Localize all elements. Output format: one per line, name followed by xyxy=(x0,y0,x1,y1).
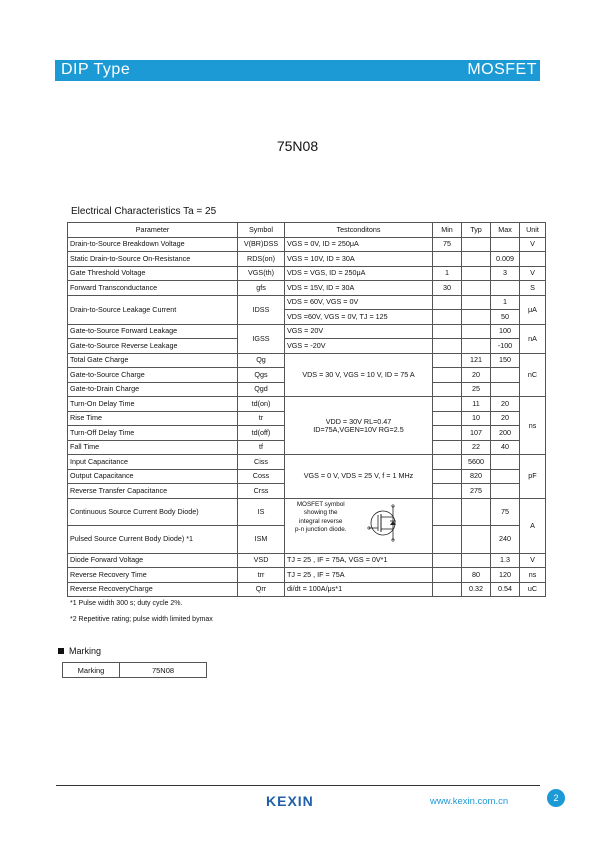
param-cell: Turn-On Delay Time xyxy=(68,397,238,412)
condition-cell: di/dt = 100A/μs*1 xyxy=(285,582,433,597)
typ-cell xyxy=(462,295,491,310)
typ-cell: 22 xyxy=(462,440,491,455)
typ-cell xyxy=(462,310,491,325)
unit-cell: ns xyxy=(520,568,546,583)
min-cell xyxy=(433,339,462,354)
param-cell: Total Gate Charge xyxy=(68,353,238,368)
header-type: DIP Type xyxy=(61,61,131,78)
table-row xyxy=(68,582,546,597)
table-header-row xyxy=(68,223,546,238)
section-title: Electrical Characteristics Ta = 25 xyxy=(71,206,217,217)
condition-cell: TJ = 25 , IF = 75A xyxy=(285,568,433,583)
typ-cell xyxy=(462,266,491,281)
min-cell xyxy=(433,368,462,383)
unit-cell: V xyxy=(520,266,546,281)
col-header: Min xyxy=(433,223,462,238)
typ-cell xyxy=(462,252,491,267)
max-cell: 0.54 xyxy=(491,582,520,597)
mosfet-symbol-caption xyxy=(295,501,346,535)
param-cell: Gate Threshold Voltage xyxy=(68,266,238,281)
min-cell xyxy=(433,455,462,470)
max-cell: 240 xyxy=(491,526,520,554)
col-header: Max xyxy=(491,223,520,238)
condition-line: ID=75A,VGEN=10V RG=2.5 xyxy=(313,424,404,434)
param-cell: Pulsed Source Current Body Diode) *1 xyxy=(68,526,238,554)
table-row xyxy=(68,295,546,310)
header-banner xyxy=(55,60,540,81)
kexin-logo: KEXIN xyxy=(266,793,314,809)
min-cell xyxy=(433,440,462,455)
max-cell xyxy=(491,469,520,484)
min-cell xyxy=(433,426,462,441)
marking-heading xyxy=(58,646,101,656)
condition-cell xyxy=(285,397,433,455)
min-cell xyxy=(433,353,462,368)
symbol-cell: Qrr xyxy=(238,582,285,597)
typ-cell xyxy=(462,526,491,554)
condition-cell: VGS = 0 V, VDS = 25 V, f = 1 MHz xyxy=(285,455,433,499)
param-cell: Drain-to-Source Leakage Current xyxy=(68,295,238,324)
symbol-cell: IS xyxy=(238,498,285,526)
min-cell xyxy=(433,498,462,526)
max-cell: 120 xyxy=(491,568,520,583)
symbol-cell: RDS(on) xyxy=(238,252,285,267)
condition-cell: VDS = 30 V, VGS = 10 V, ID = 75 A xyxy=(285,353,433,397)
min-cell xyxy=(433,553,462,568)
table-row xyxy=(68,353,546,368)
symbol-cell: VGS(th) xyxy=(238,266,285,281)
typ-cell: 820 xyxy=(462,469,491,484)
param-cell: Input Capacitance xyxy=(68,455,238,470)
symbol-cell: td(on) xyxy=(238,397,285,412)
table-row xyxy=(68,237,546,252)
caption-line: showing the xyxy=(303,509,338,516)
unit-cell xyxy=(520,252,546,267)
col-header: Symbol xyxy=(238,223,285,238)
col-header: Unit xyxy=(520,223,546,238)
condition-cell xyxy=(285,498,433,553)
param-cell: Forward Transconductance xyxy=(68,281,238,296)
col-header: Testconditons xyxy=(285,223,433,238)
min-cell xyxy=(433,295,462,310)
symbol-cell: ISM xyxy=(238,526,285,554)
caption-line: integral reverse xyxy=(299,517,343,525)
min-cell: 75 xyxy=(433,237,462,252)
param-cell: Reverse Transfer Capacitance xyxy=(68,484,238,499)
table-row xyxy=(68,553,546,568)
typ-cell: 10 xyxy=(462,411,491,426)
typ-cell: 121 xyxy=(462,353,491,368)
unit-cell: V xyxy=(520,553,546,568)
unit-cell: nA xyxy=(520,324,546,353)
symbol-cell: tr xyxy=(238,411,285,426)
min-cell xyxy=(433,252,462,267)
condition-cell: VDS =60V, VGS = 0V, TJ = 125 xyxy=(285,310,433,325)
table-row xyxy=(68,281,546,296)
param-cell: Static Drain-to-Source On-Resistance xyxy=(68,252,238,267)
caption-line: p-n junction diode. xyxy=(295,526,347,533)
unit-cell: A xyxy=(520,498,546,553)
typ-cell: 80 xyxy=(462,568,491,583)
param-cell: Rise Time xyxy=(68,411,238,426)
max-cell xyxy=(491,237,520,252)
header-category: MOSFET xyxy=(467,61,537,78)
unit-cell: ns xyxy=(520,397,546,455)
table-row xyxy=(68,498,546,526)
min-cell xyxy=(433,310,462,325)
condition-cell: VGS = 0V, ID = 250μA xyxy=(285,237,433,252)
param-cell: Gate-to-Drain Charge xyxy=(68,382,238,397)
typ-cell xyxy=(462,324,491,339)
param-cell: Reverse Recovery Time xyxy=(68,568,238,583)
symbol-cell: Qg xyxy=(238,353,285,368)
table-row xyxy=(68,455,546,470)
marking-title: Marking xyxy=(69,646,102,656)
typ-cell xyxy=(462,498,491,526)
typ-cell xyxy=(462,237,491,252)
unit-cell: nC xyxy=(520,353,546,397)
marking-label: Marking xyxy=(63,663,120,678)
param-cell: Continuous Source Current Body Diode) xyxy=(68,498,238,526)
typ-cell: 107 xyxy=(462,426,491,441)
min-cell xyxy=(433,411,462,426)
part-number: 75N08 xyxy=(276,138,319,154)
min-cell xyxy=(433,397,462,412)
max-cell: 200 xyxy=(491,426,520,441)
symbol-cell: trr xyxy=(238,568,285,583)
max-cell: 1.3 xyxy=(491,553,520,568)
max-cell: 40 xyxy=(491,440,520,455)
typ-cell: 5600 xyxy=(462,455,491,470)
symbol-cell: Ciss xyxy=(238,455,285,470)
symbol-cell: td(off) xyxy=(238,426,285,441)
symbol-cell: V(BR)DSS xyxy=(238,237,285,252)
max-cell: 1 xyxy=(491,295,520,310)
min-cell xyxy=(433,568,462,583)
min-cell xyxy=(433,526,462,554)
table-row xyxy=(63,663,207,678)
col-header: Typ xyxy=(462,223,491,238)
typ-cell: 20 xyxy=(462,368,491,383)
unit-cell: uC xyxy=(520,582,546,597)
max-cell: 50 xyxy=(491,310,520,325)
typ-cell: 275 xyxy=(462,484,491,499)
condition-cell: VGS = -20V xyxy=(285,339,433,354)
min-cell xyxy=(433,469,462,484)
typ-cell: 25 xyxy=(462,382,491,397)
max-cell: 3 xyxy=(491,266,520,281)
col-header: Parameter xyxy=(68,223,238,238)
unit-cell: μA xyxy=(520,295,546,324)
symbol-cell: IGSS xyxy=(238,324,285,353)
symbol-cell: Coss xyxy=(238,469,285,484)
unit-cell: pF xyxy=(520,455,546,499)
symbol-cell: IDSS xyxy=(238,295,285,324)
condition-line: VDD = 30V RL=0.47 xyxy=(325,416,392,426)
param-cell: Gate-to-Source Reverse Leakage xyxy=(68,339,238,354)
min-cell: 1 xyxy=(433,266,462,281)
table-row xyxy=(68,266,546,281)
electrical-characteristics-table xyxy=(67,222,546,597)
condition-cell: VDS = 60V, VGS = 0V xyxy=(285,295,433,310)
condition-cell: VDS = 15V, ID = 30A xyxy=(285,281,433,296)
param-cell: Gate-to-Source Forward Leakage xyxy=(68,324,238,339)
footnote-1: *1 Pulse width 300 s; duty cycle 2%. xyxy=(70,600,183,607)
min-cell xyxy=(433,484,462,499)
page-number-badge: 2 xyxy=(547,789,565,807)
unit-cell: V xyxy=(520,237,546,252)
typ-cell: 11 xyxy=(462,397,491,412)
max-cell: 20 xyxy=(491,411,520,426)
max-cell xyxy=(491,455,520,470)
typ-cell xyxy=(462,339,491,354)
max-cell: 150 xyxy=(491,353,520,368)
typ-cell: 0.32 xyxy=(462,582,491,597)
typ-cell xyxy=(462,553,491,568)
param-cell: Output Capacitance xyxy=(68,469,238,484)
param-cell: Drain-to-Source Breakdown Voltage xyxy=(68,237,238,252)
condition-cell: VGS = 20V xyxy=(285,324,433,339)
max-cell: 0.009 xyxy=(491,252,520,267)
param-cell: Fall Time xyxy=(68,440,238,455)
table-row xyxy=(68,339,546,354)
max-cell: -100 xyxy=(491,339,520,354)
max-cell: 75 xyxy=(491,498,520,526)
mosfet-diode-icon xyxy=(367,502,403,544)
condition-cell: VGS = 10V, ID = 30A xyxy=(285,252,433,267)
footer-url[interactable]: www.kexin.com.cn xyxy=(430,796,509,807)
min-cell: 30 xyxy=(433,281,462,296)
footer-divider xyxy=(56,785,540,786)
footnote-2: *2 Repetitive rating; pulse width limited bymax xyxy=(70,616,213,623)
max-cell: 20 xyxy=(491,397,520,412)
bullet-square-icon xyxy=(58,648,64,654)
param-cell: Turn-Off Delay Time xyxy=(68,426,238,441)
symbol-cell: tf xyxy=(238,440,285,455)
symbol-cell: Qgs xyxy=(238,368,285,383)
marking-value: 75N08 xyxy=(120,663,207,678)
min-cell xyxy=(433,324,462,339)
max-cell xyxy=(491,368,520,383)
min-cell xyxy=(433,582,462,597)
condition-cell: VDS = VGS, ID = 250μA xyxy=(285,266,433,281)
table-row xyxy=(68,252,546,267)
max-cell xyxy=(491,382,520,397)
symbol-cell: gfs xyxy=(238,281,285,296)
caption-line: MOSFET symbol xyxy=(296,500,345,508)
max-cell: 100 xyxy=(491,324,520,339)
symbol-cell: VSD xyxy=(238,553,285,568)
symbol-cell: Crss xyxy=(238,484,285,499)
unit-cell: S xyxy=(520,281,546,296)
max-cell xyxy=(491,281,520,296)
min-cell xyxy=(433,382,462,397)
param-cell: Gate-to-Source Charge xyxy=(68,368,238,383)
table-row xyxy=(68,568,546,583)
max-cell xyxy=(491,484,520,499)
param-cell: Reverse RecoveryCharge xyxy=(68,582,238,597)
table-row xyxy=(68,324,546,339)
condition-cell: TJ = 25 , IF = 75A, VGS = 0V*1 xyxy=(285,553,433,568)
symbol-cell: Qgd xyxy=(238,382,285,397)
typ-cell xyxy=(462,281,491,296)
mosfet-symbol-block xyxy=(285,499,432,553)
table-row xyxy=(68,397,546,412)
marking-table xyxy=(62,662,207,678)
param-cell: Diode Forward Voltage xyxy=(68,553,238,568)
